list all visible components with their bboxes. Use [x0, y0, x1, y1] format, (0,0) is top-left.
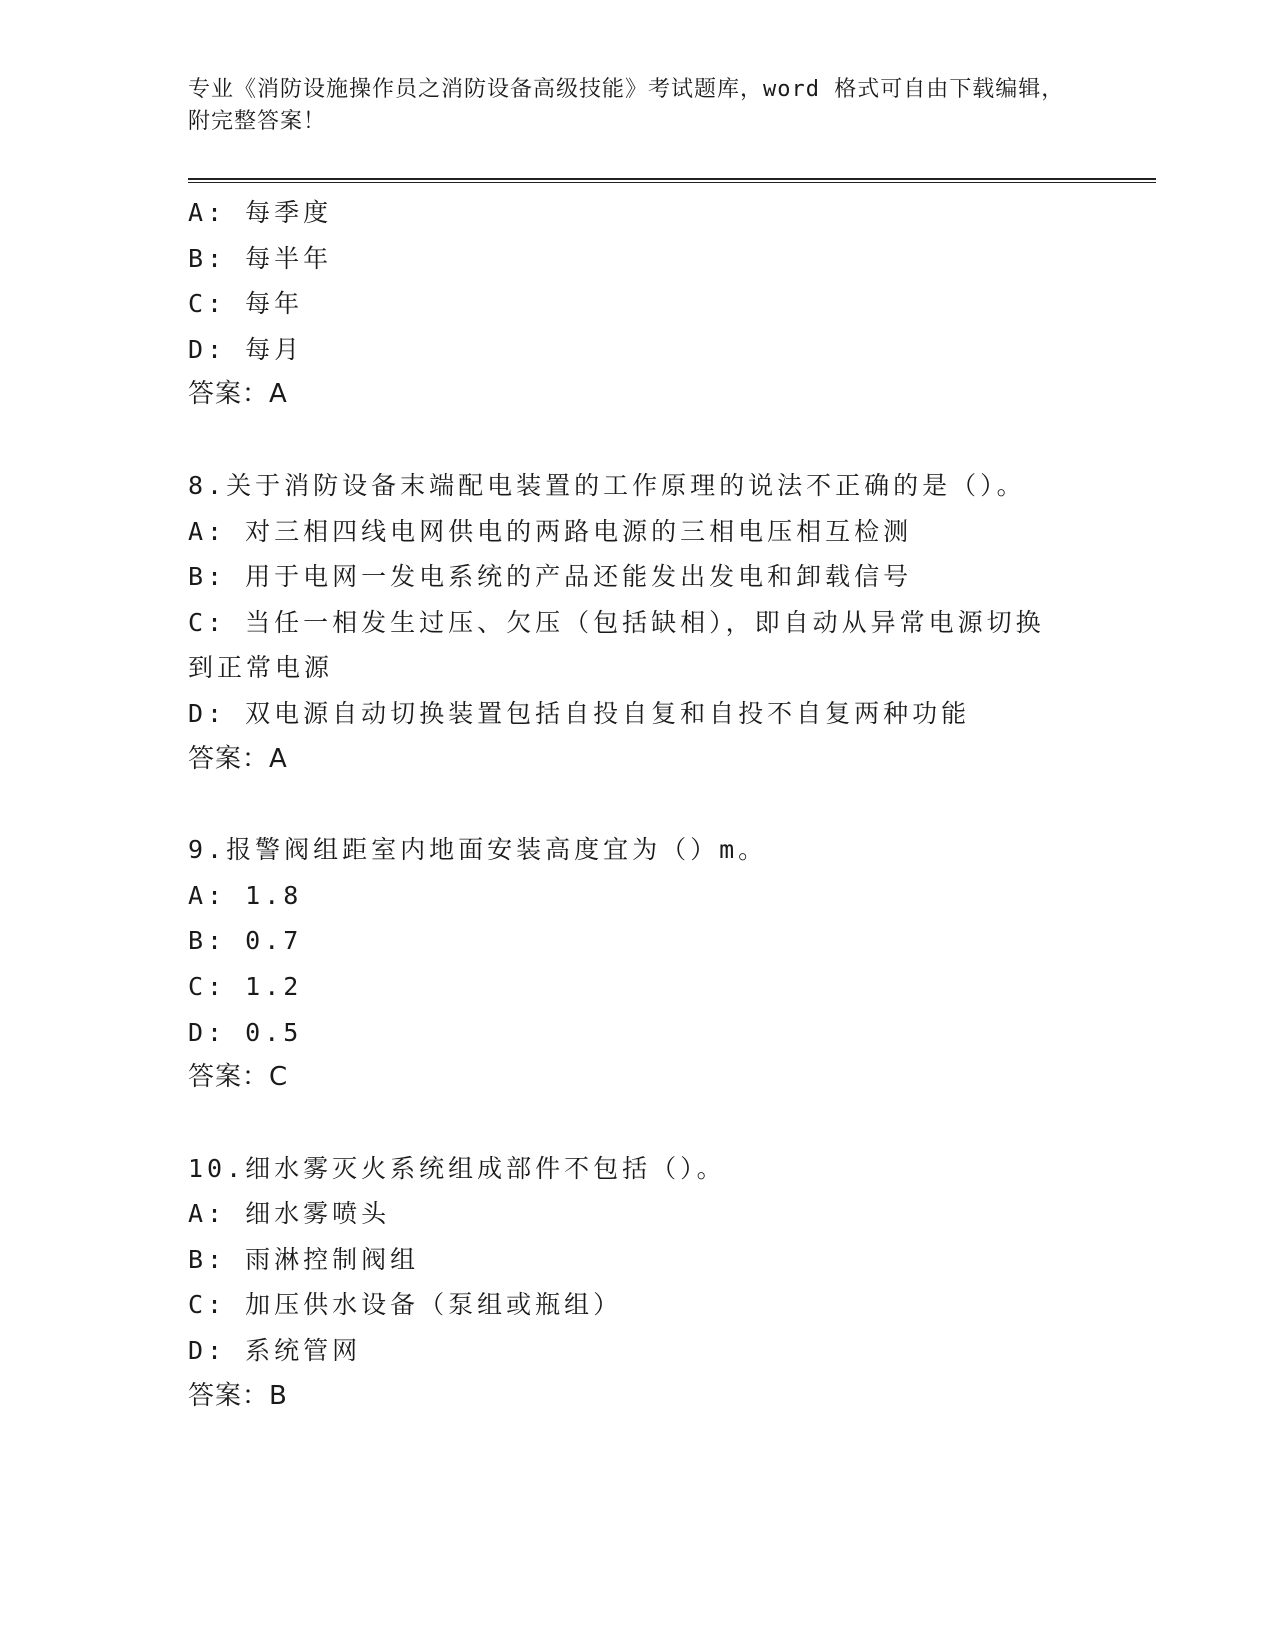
option-a: A: 每季度: [188, 198, 333, 227]
option-c: C: 加压供水设备（泵组或瓶组）: [188, 1290, 623, 1320]
option-a: A: 对三相四线电网供电的两路电源的三相电压相互检测: [188, 516, 913, 546]
answer: 答案：A: [188, 743, 288, 774]
question-title: 9.报警阀组距室内地面安装高度宜为（）m。: [188, 835, 768, 865]
option-d: D: 每月: [188, 334, 304, 364]
option-c: C: 1.2: [188, 971, 303, 1001]
option-b: B: 0.7: [188, 926, 303, 956]
question-10: [188, 1146, 1088, 1420]
option-d: D: 双电源自动切换装置包括自投自复和自投不自复两种功能: [188, 698, 971, 728]
question-title: 8.关于消防设备末端配电装置的工作原理的说法不正确的是（）。: [188, 470, 1026, 500]
question-8: [188, 463, 1088, 782]
answer: 答案：A: [188, 379, 288, 410]
option-c: C: 每年: [188, 289, 304, 319]
question-7-tail: [188, 190, 1088, 418]
question-list: [188, 190, 1088, 1419]
answer: 答案：B: [188, 1380, 288, 1411]
option-b: B: 用于电网一发电系统的产品还能发出发电和卸载信号: [188, 562, 913, 592]
option-b: B: 每半年: [188, 243, 333, 273]
option-d: D: 系统管网: [188, 1336, 362, 1366]
answer: 答案：C: [188, 1062, 289, 1093]
question-title: 10.细水雾灭火系统组成部件不包括（）。: [188, 1153, 726, 1183]
document-header: 专业《消防设施操作员之消防设备高级技能》考试题库，word 格式可自由下载编辑，附完整答案！: [188, 77, 1065, 134]
option-d: D: 0.5: [188, 1017, 303, 1047]
option-b: B: 雨淋控制阀组: [188, 1244, 420, 1274]
header-divider: [188, 178, 1156, 183]
question-9: [188, 827, 1088, 1101]
option-a: A: 1.8: [188, 880, 303, 910]
option-c: C: 当任一相发生过压、欠压（包括缺相），即自动从异常电源切换到正常电源: [188, 607, 1045, 683]
option-a: A: 细水雾喷头: [188, 1199, 391, 1229]
